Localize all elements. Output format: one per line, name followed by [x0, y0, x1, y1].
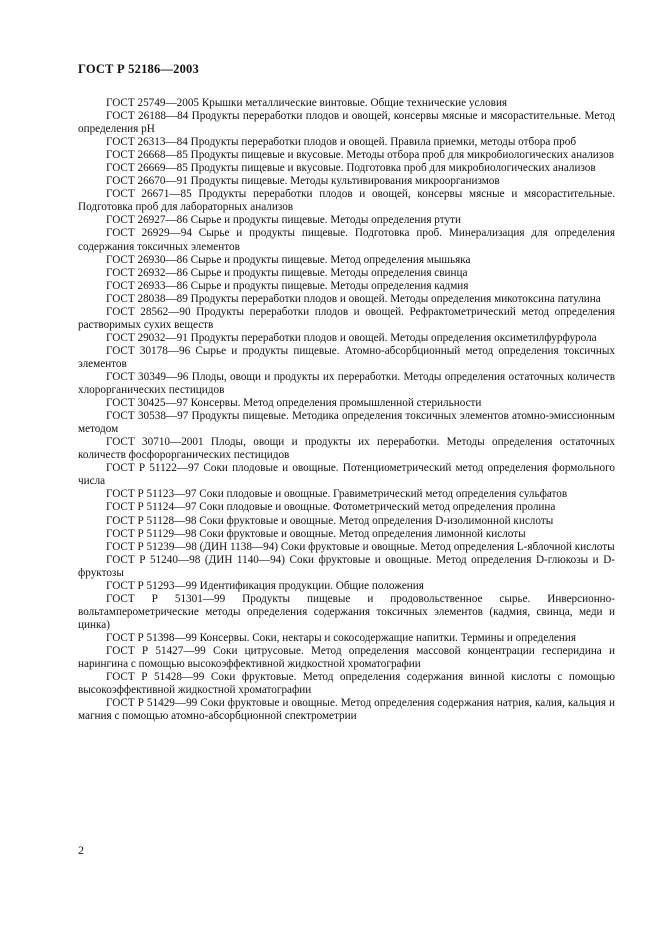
reference-item: ГОСТ 30349—96 Плоды, овощи и продукты их переработки. Методы определения остаточных количеств хлорорганических пестицидов — [78, 370, 615, 397]
document-header: ГОСТ Р 52186—2003 — [78, 62, 199, 76]
reference-item: ГОСТ 30178—96 Сырье и продукты пищевые. Атомно-абсорбционный метод определения токсичных элементов — [78, 344, 615, 370]
reference-item: ГОСТ 26668—85 Продукты пищевые и вкусовые. Методы отбора проб для микробиологических анализов — [106, 149, 615, 162]
reference-item: ГОСТ Р 51398—99 Консервы. Соки, нектары и сокосодержащие напитки. Термины и определения — [106, 631, 576, 644]
reference-item: ГОСТ Р 51124—97 Соки плодовые и овощные. Фотометрический метод определения пролина — [106, 501, 556, 514]
reference-item: ГОСТ 25749—2005 Крышки металлические винтовые. Общие технические условия — [106, 97, 508, 109]
reference-item: ГОСТ 26669—85 Продукты пищевые и вкусовые. Подготовка проб для микробиологических анализов — [106, 162, 596, 175]
reference-item: ГОСТ 26929—94 Сырье и продукты пищевые. Подготовка проб. Минерализация для определения содержания токсичных элементов — [78, 227, 615, 253]
page-number: 2 — [78, 843, 84, 857]
reference-item: ГОСТ 26932—86 Сырье и продукты пищевые. Методы определения свинца — [106, 266, 468, 279]
reference-item: ГОСТ Р 51293—99 Идентификация продукции. Общие положения — [106, 579, 424, 592]
reference-item: ГОСТ 28562—90 Продукты переработки плодов и овощей. Рефрактометрический метод определения растворимых сухих веществ — [78, 305, 615, 331]
reference-item: ГОСТ 26670—91 Продукты пищевые. Методы культивирования микроорганизмов — [106, 175, 500, 188]
reference-item: ГОСТ Р 51128—98 Соки фруктовые и овощные. Метод определения D-изолимонной кислоты — [106, 514, 554, 527]
reference-item: ГОСТ Р 51301—99 Продукты пищевые и продовольственное сырье. Инверсионно-вольтамперометрические методы определения содержания токсичных элементов (кадмия, свинца, меди и цинка) — [78, 592, 615, 631]
reference-item: ГОСТ 30425—97 Консервы. Метод определения промышленной стерильности — [106, 397, 482, 410]
reference-item: ГОСТ Р 51239—98 (ДИН 1138—94) Соки фруктовые и овощные. Метод определения L-яблочной кислоты — [106, 540, 615, 553]
reference-item: ГОСТ 26671—85 Продукты переработки плодов и овощей, консервы мясные и мясорастительные. Подготовка проб для лабораторных анализов — [78, 188, 615, 214]
reference-item: ГОСТ 26927—86 Сырье и продукты пищевые. Методы определения ртути — [106, 214, 461, 227]
reference-item: ГОСТ 28038—89 Продукты переработки плодов и овощей. Методы определения микотоксина патулина — [106, 292, 601, 305]
reference-item: ГОСТ Р 51122—97 Соки плодовые и овощные. Потенциометрический метод определения формольного числа — [78, 462, 615, 488]
reference-item: ГОСТ Р 51123—97 Соки плодовые и овощные. Гравиметрический метод определения сульфатов — [106, 488, 568, 501]
normative-references-list — [78, 97, 615, 723]
reference-item: ГОСТ 26930—86 Сырье и продукты пищевые. Метод определения мышьяка — [106, 253, 471, 266]
reference-item: ГОСТ Р 51428—99 Соки фруктовые. Метод определения содержания винной кислоты с помощью высокоэффективной жидкостной хроматографии — [78, 671, 615, 697]
reference-item: ГОСТ 29032—91 Продукты переработки плодов и овощей. Методы определения оксиметилфурфурола — [106, 331, 597, 344]
reference-item: ГОСТ 26933—86 Сырье и продукты пищевые. Методы определения кадмия — [106, 279, 469, 292]
reference-item: ГОСТ Р 51129—98 Соки фруктовые и овощные. Метод определения лимонной кислоты — [106, 527, 526, 540]
reference-item: ГОСТ Р 51240—98 (ДИН 1140—94) Соки фруктовые и овощные. Метод определения D-глюкозы и D-фруктозы — [78, 553, 615, 579]
reference-item: ГОСТ 30538—97 Продукты пищевые. Методика определения токсичных элементов атомно-эмиссионным методом — [78, 410, 615, 436]
reference-item: ГОСТ 26188—84 Продукты переработки плодов и овощей, консервы мясные и мясорастительные. Метод определения pH — [78, 110, 615, 136]
reference-item: ГОСТ 26313—84 Продукты переработки плодов и овощей. Правила приемки, методы отбора проб — [106, 136, 577, 149]
reference-item: ГОСТ 30710—2001 Плоды, овощи и продукты их переработки. Методы определения остаточных количеств фосфорорганических пестицидов — [78, 436, 615, 462]
reference-item: ГОСТ Р 51427—99 Соки цитрусовые. Метод определения массовой концентрации гесперидина и нарингина с помощью высокоэффективной жидкостной хроматографии — [78, 644, 615, 671]
reference-item: ГОСТ Р 51429—99 Соки фруктовые и овощные. Метод определения содержания натрия, калия, кальция и магния с помощью атомно-абсорбционной спектрометрии — [78, 697, 615, 723]
